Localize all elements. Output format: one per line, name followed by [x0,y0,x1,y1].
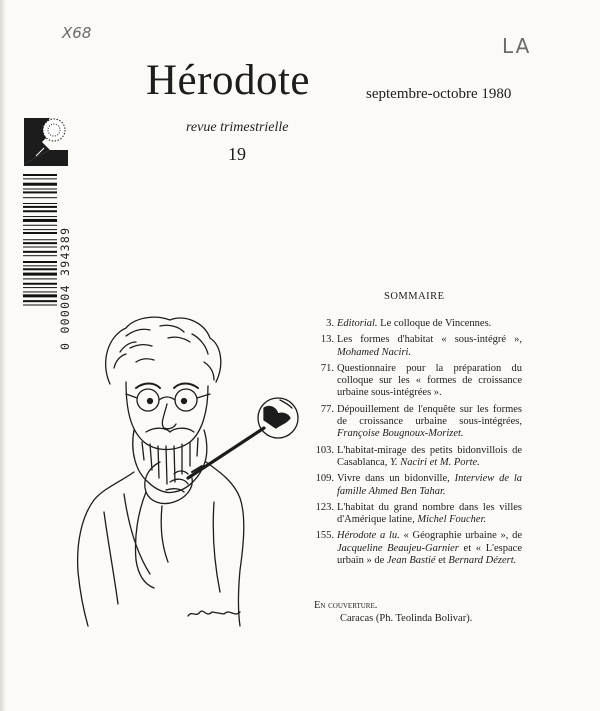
toc-entry [300,502,522,527]
table-of-contents [300,318,522,571]
toc-entry-text [337,445,522,470]
toc-entry [300,445,522,470]
issue-number: 19 [228,144,246,164]
toc-entry [300,363,522,400]
toc-entry-text [337,530,522,567]
toc-page-number: 77. [320,403,334,415]
toc-entry-text [337,502,522,527]
toc-entry-italic: Mohamed Naciri. [337,346,412,358]
toc-page-number: 13. [320,334,334,346]
toc-entry-roman: Questionnaire pour la préparation du colloque sur les « formes de croissance urbaine sous-intégrées ». [337,362,522,399]
page-edge-shadow [0,0,6,711]
toc-entry-text [337,334,522,359]
toc-entry-italic: Françoise Bougnoux-Morizet. [337,428,464,440]
journal-subtitle: revue trimestrielle [186,120,289,135]
toc-entry-text [337,473,522,498]
toc-page-number: 109. [315,473,334,485]
handwritten-note: LA [502,34,532,58]
toc-page-number: 155. [315,530,334,542]
toc-entry-roman: Les formes d'habitat « sous-intégré », [337,334,522,346]
toc-entry [300,318,522,330]
toc-entry [300,530,522,567]
toc-entry-roman: Le colloque de Vincennes. [377,318,492,329]
barcode-icon [23,174,57,349]
toc-entry [300,334,522,359]
barcode-digits: 0 000004 394389 [58,226,72,350]
sommaire-heading: SOMMAIRE [384,291,445,302]
toc-entry-roman: Vivre dans un bidonville, [337,473,455,485]
toc-entry-text [337,404,522,441]
handwritten-reference: X68 [62,24,92,42]
toc-entry-italic: Hérodote a lu. [337,530,400,542]
toc-page-number: 3. [326,318,334,329]
issue-date: septembre-octobre 1980 [366,86,512,102]
toc-entry-italic: Jean Bastié [386,555,436,567]
toc-entry-text [337,363,522,400]
herodotus-caricature [64,312,312,630]
journal-title: Hérodote [146,57,310,104]
publisher-logo-icon [22,112,70,170]
toc-entry-italic: Interview de la famille Ahmed Ben Tahar. [337,473,523,497]
toc-entry-text [337,318,522,330]
toc-entry-roman: et [435,555,449,567]
toc-page-number: 123. [315,501,334,513]
toc-entry-italic: Y. Naciri et M. Porte. [390,456,480,468]
toc-entry-italic: Michel Foucher. [417,514,487,526]
cover-caption: Caracas (Ph. Teolinda Bolivar). [340,613,473,624]
toc-entry-italic: Jacqueline Beaujeu-Garnier [337,542,459,554]
toc-page-number: 103. [315,444,334,456]
toc-entry-italic: Bernard Dézert. [448,555,517,567]
toc-entry-roman: « Géographie urbaine », de [399,530,523,542]
toc-entry-roman: Dépouillement de l'enquête sur les formes de croissance urbaine sous-intégrées, [337,403,522,428]
toc-entry [300,473,522,498]
toc-entry-roman: et « L'espace urbain » de [337,542,522,567]
toc-entry-italic: Editorial. [337,318,378,329]
toc-entry-roman: L'habitat-mirage des petits bidonvillois de Casablanca, [337,444,522,468]
toc-page-number: 71. [320,362,334,374]
toc-entry [300,404,522,441]
toc-entry-roman: L'habitat du grand nombre dans les villes d'Amérique latine, [337,501,522,526]
cover-label: En couverture. [314,600,378,611]
